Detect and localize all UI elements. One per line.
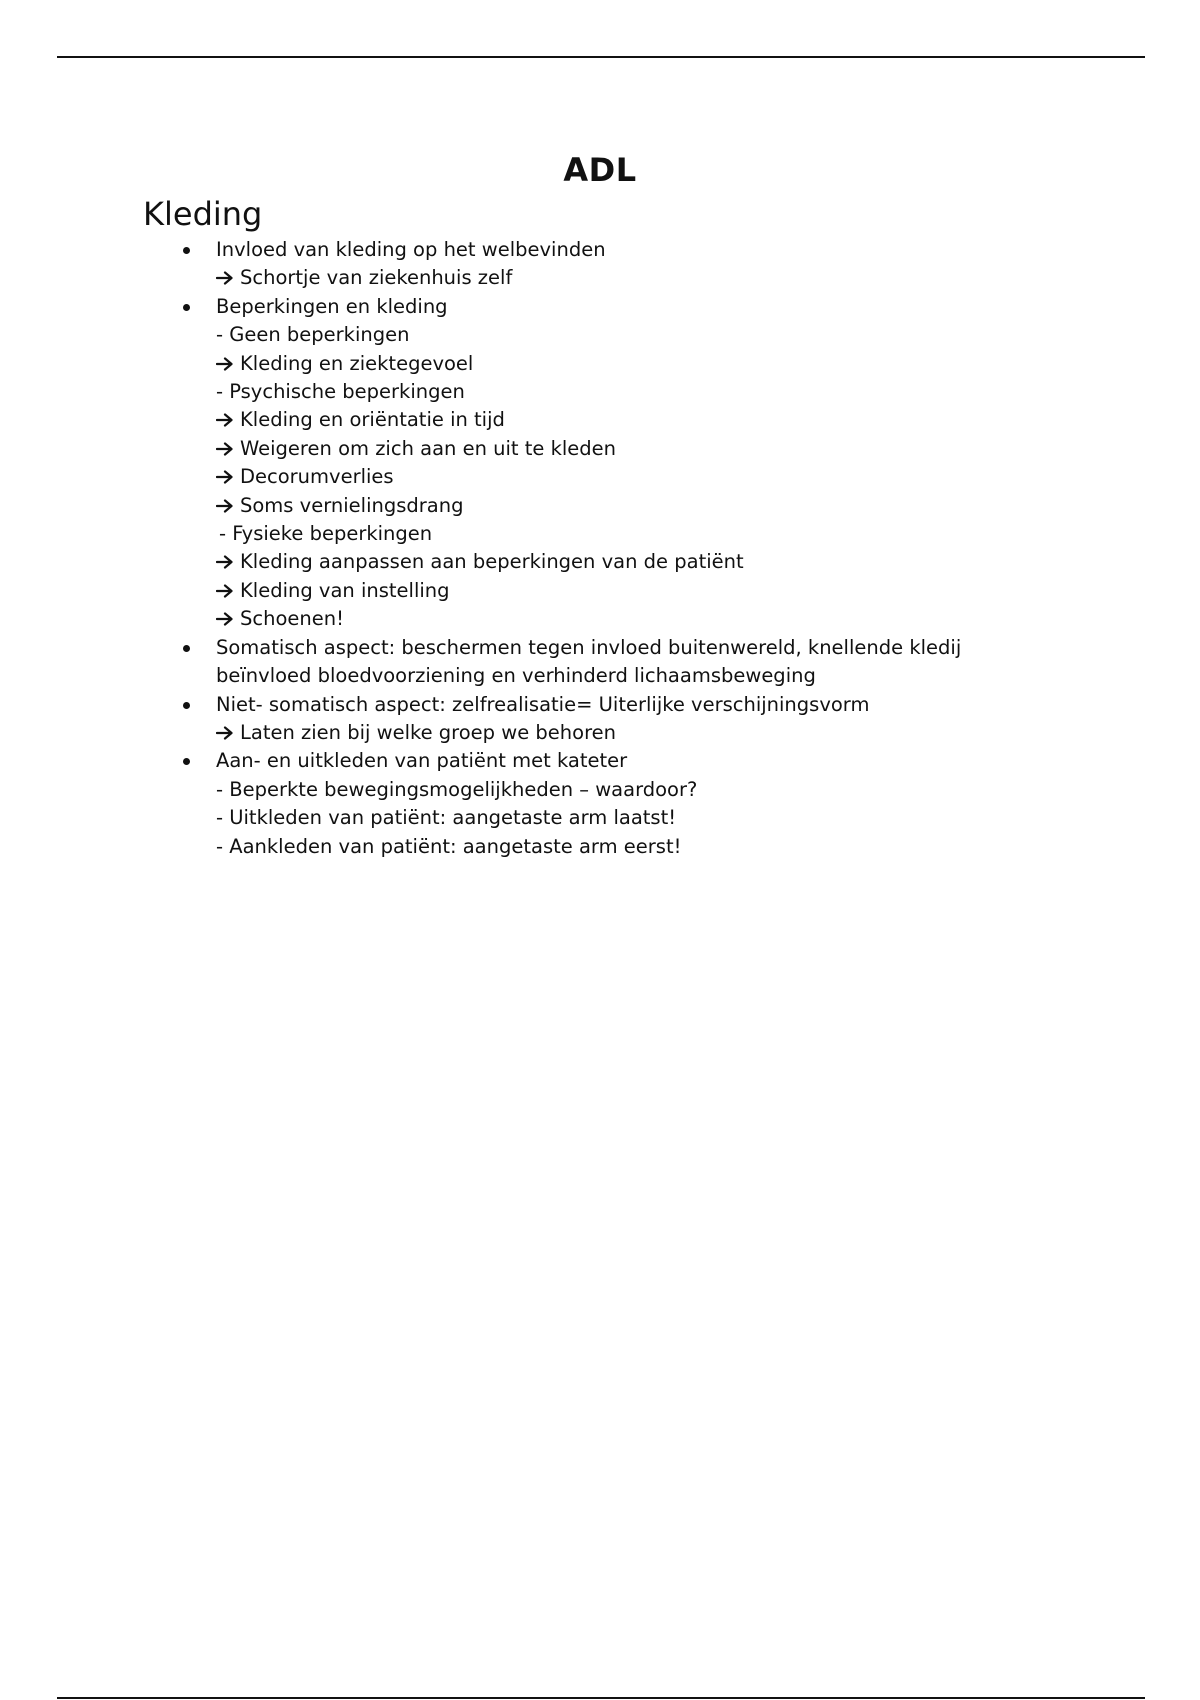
line-text: Invloed van kleding op het welbevinden [216,238,606,261]
right-arrow-icon [216,605,234,633]
text-line [0,747,1200,775]
text-line [0,293,1200,321]
text-line [0,776,1200,804]
text-line [0,520,1200,548]
document-title: ADL [563,151,637,189]
bullet-list [0,236,1200,861]
line-text: Decorumverlies [240,465,394,489]
right-arrow-icon [216,719,234,747]
arrow-subline [0,492,1200,520]
line-text: Aan- en uitkleden van patiënt met kateter [216,749,628,773]
text-line [0,236,1200,264]
text-line [0,691,1200,719]
arrow-subline [0,350,1200,378]
right-arrow-icon [216,406,234,434]
line-text: beïnvloed bloedvoorziening en verhinderd lichaamsbeweging [216,664,816,688]
arrow-subline [0,719,1200,747]
right-arrow-icon [216,577,234,605]
arrow-subline [0,605,1200,633]
list-item [0,634,1200,691]
right-arrow-icon [216,492,234,520]
text-line [0,321,1200,349]
line-text: Laten zien bij welke groep we behoren [240,720,617,744]
arrow-subline [0,577,1200,605]
right-arrow-icon [216,463,234,491]
text-line [0,804,1200,832]
line-text: - Uitkleden van patiënt: aangetaste arm laatst! [216,806,677,830]
line-text: - Psychische beperkingen [216,380,465,404]
list-item [0,236,1200,293]
right-arrow-icon [216,435,234,463]
line-text: Kleding en oriëntatie in tijd [240,408,505,432]
arrow-subline [0,435,1200,463]
line-text: Kleding en ziektegevoel [240,351,474,375]
line-text: Beperkingen en kleding [216,294,448,318]
text-line [0,833,1200,861]
arrow-subline [0,264,1200,292]
text-line [0,378,1200,406]
line-text: Schoenen! [240,607,344,631]
line-text: Kleding van instelling [240,578,450,602]
page-bottom-rule [57,1697,1145,1699]
line-text: - Geen beperkingen [216,323,410,347]
arrow-subline [0,406,1200,434]
line-text: - Fysieke beperkingen [219,522,433,546]
list-item [0,691,1200,748]
line-text: Niet- somatisch aspect: zelfrealisatie= Uiterlijke verschijningsvorm [216,692,870,716]
line-text: Somatisch aspect: beschermen tegen invloed buitenwereld, knellende kledij [216,635,962,659]
page-top-rule [57,56,1145,58]
arrow-subline [0,463,1200,491]
text-line [0,634,1200,662]
section-heading: Kleding [143,195,263,233]
arrow-subline [0,548,1200,576]
list-item [0,747,1200,861]
right-arrow-icon [216,350,234,378]
bullet-icon [183,304,190,311]
bullet-icon [183,702,190,709]
line-text: Soms vernielingsdrang [240,493,464,517]
bullet-icon [183,247,190,254]
line-text: Weigeren om zich aan en uit te kleden [240,436,617,460]
line-text: Kleding aanpassen aan beperkingen van de patiënt [240,550,744,574]
line-text: Schortje van ziekenhuis zelf [240,266,513,290]
list-item [0,293,1200,634]
bullet-icon [183,645,190,652]
line-text: - Beperkte bewegingsmogelijkheden – waardoor? [216,777,698,801]
text-line [0,662,1200,690]
right-arrow-icon [216,548,234,576]
line-text: - Aankleden van patiënt: aangetaste arm eerst! [216,834,682,858]
right-arrow-icon [216,264,234,292]
